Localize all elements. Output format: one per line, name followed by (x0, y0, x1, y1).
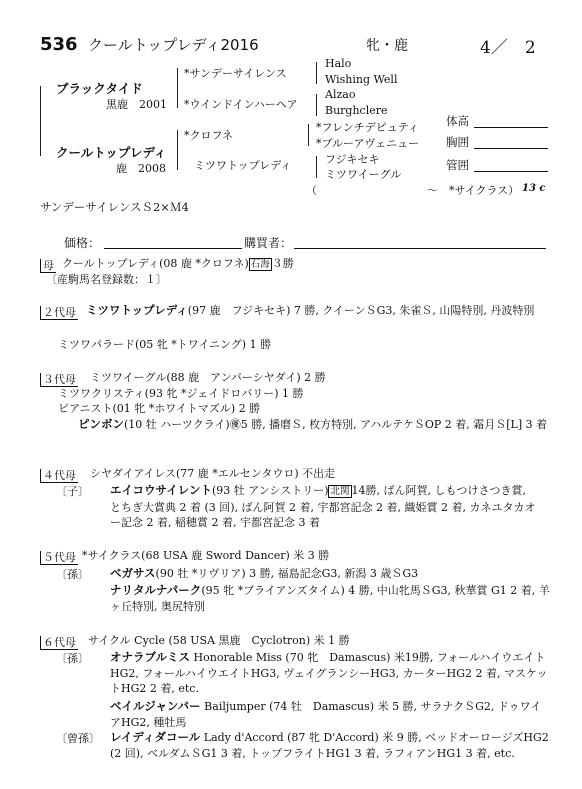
sire-dam-dam: Burghclere (325, 104, 388, 117)
dam-progeny-count: 〔産駒馬名登録数：１〕 (46, 273, 167, 286)
gen6-main: サイクル Cycle (58 USA 黒鹿 Cyclotron) 米 1 勝 (88, 634, 350, 647)
lot-number: 536 (40, 34, 78, 55)
gen5-sub-label: 〔孫〕 (56, 568, 89, 581)
gen4-sub: エイコウサイレント(93 牡 アンシストリー) 北関 14勝, ばん阿賀, しもつけさつき賞, とちぎ大賞典 2 着 (3 回), ばん阿賀 2 着, 宇都宮記念 2 着, 織姫賞 2 着, カネユタカオー記念 2 着, 稲穂賞 2 着, 宇都宮記念 3 着 (110, 483, 536, 529)
dam-line: クールトップレディ(08 鹿 *クロフネ) 石海 ３勝 (62, 257, 294, 270)
gen5-sub2: ナリタルナパーク(95 牝 *ブライアンズタイム) 4 勝, 中山牝馬ＳG3, 秋華賞 G1 2 着, 羊ヶ丘特別, 奥尻特別 (110, 583, 550, 613)
gen5-sub1: ベガサス(90 牡 *リヴリア) 3 勝, 福島記念G3, 新潟 3 歳ＳG3 (110, 566, 419, 580)
gen3-sub2: ビアニスト(01 牝 *ホワイトマズル) 2 勝 (58, 402, 261, 415)
gen6-sub3: レイディダコール Lady d'Accord (87 牝 D'Accord) 米 9 勝, ベッドオーロージズHG2 (2 回), ベルダムＳG1 3 着, トップフライトHG1 3 着, ラフィアンHG1 3 着, etc. (110, 730, 549, 760)
gen5-label: ５代母 (40, 549, 78, 565)
sire-dam-sire: Alzao (325, 88, 356, 101)
gen2-main: ミツワトップレディ(97 鹿 フジキセキ) 7 勝, クイーンＳG3, 朱雀Ｓ, 山陽特別, 丹波特別 (86, 303, 535, 317)
sire-dam: *ウインドインハーヘア (184, 98, 298, 111)
chest-field[interactable] (474, 148, 548, 149)
gen2-sub1: ミツワパラード(05 牝 *トワイニング) 1 勝 (58, 338, 272, 351)
sire-sire-sire: Halo (325, 57, 352, 70)
gen2-label: ２代母 (40, 304, 78, 320)
dam-name: クールトップレディ (56, 145, 167, 160)
gen3-main: ミツワイーグル(88 鹿 アンバーシヤダイ) 2 勝 (90, 371, 326, 384)
gen4-sub-label: 〔子〕 (56, 485, 89, 498)
gen3-sub3: ピンボン(10 牡 ハーツクライ)㊝5 勝, 播磨Ｓ, 枚方特別, アハルテケＳOP 2 着, 霜月Ｓ[L] 3 着 (78, 417, 548, 431)
dam-sire-dam: *ブルーアヴェニュー (316, 137, 420, 150)
dam-dam: ミツワトップレディ (194, 159, 292, 172)
dam-dam-sire: フジキセキ (325, 153, 380, 166)
sire-color-year: 黒鹿 2001 (106, 98, 167, 111)
gen6-sub2: ベイルジャンバー Bailjumper (74 牡 Damascus) 米 5 勝, サラナクＳG2, ドゥワイアHG2, 種牡馬 (110, 699, 542, 729)
buyer-label: 購買者： (244, 236, 293, 250)
cannon-label: 管囲 (446, 158, 469, 172)
family-line: （ 〜 *サイクラス） (306, 184, 520, 197)
foaling-date: 4／ 2 (480, 38, 536, 58)
sex-color: 牝・鹿 (366, 38, 408, 54)
dam-sire-sire: *フレンチデピュティ (316, 121, 419, 134)
inbreeding-note: サンデーサイレンスＳ2×Ｍ4 (40, 200, 189, 214)
gen6-label: ６代母 (40, 634, 78, 650)
sire-sire: *サンデーサイレンス (184, 67, 287, 80)
sire-sire-dam: Wishing Well (325, 73, 398, 86)
buyer-field[interactable] (294, 248, 546, 249)
dam-sire: *クロフネ (184, 129, 234, 142)
family-number: 13 c (522, 183, 546, 194)
price-field[interactable] (104, 248, 242, 249)
cannon-field[interactable] (474, 171, 548, 172)
horse-name: クールトップレディ2016 (88, 36, 259, 54)
chest-label: 胸囲 (446, 135, 469, 149)
gen3-sub1: ミツワクリスティ(93 牝 *ジェイドロバリー) 1 勝 (58, 387, 304, 400)
gen4-label: ４代母 (40, 467, 78, 483)
gen6-sub1: オナラブルミス Honorable Miss (70 牝 Damascus) 米19勝, フォールハイウエイトHG2, フォールハイウエイトHG3, ヴェイグランシーHG3, カーターHG2 2 着, マスケットHG2 2 着, etc. (110, 650, 548, 695)
dam-dam-dam: ミツワイーグル (325, 168, 402, 181)
gen6-sub-label1: 〔孫〕 (56, 652, 89, 665)
price-label: 価格： (64, 236, 101, 250)
dam-section-label: 母 (40, 257, 56, 273)
dam-color-year: 鹿 2008 (116, 162, 166, 175)
region-badge: 北関 (330, 486, 350, 497)
gen3-label: ３代母 (40, 371, 78, 387)
height-field[interactable] (474, 127, 548, 128)
gen5-main: *サイクラス(68 USA 鹿 Sword Dancer) 米 3 勝 (82, 549, 330, 562)
sire-name: ブラックタイド (56, 81, 143, 96)
height-label: 体高 (446, 114, 469, 128)
gen4-main: シヤダイアイレス(77 鹿 *エルセンタウロ) 不出走 (90, 467, 336, 480)
gen6-sub-label2: 〔曾孫〕 (56, 732, 100, 745)
region-badge: 石海 (250, 259, 270, 270)
